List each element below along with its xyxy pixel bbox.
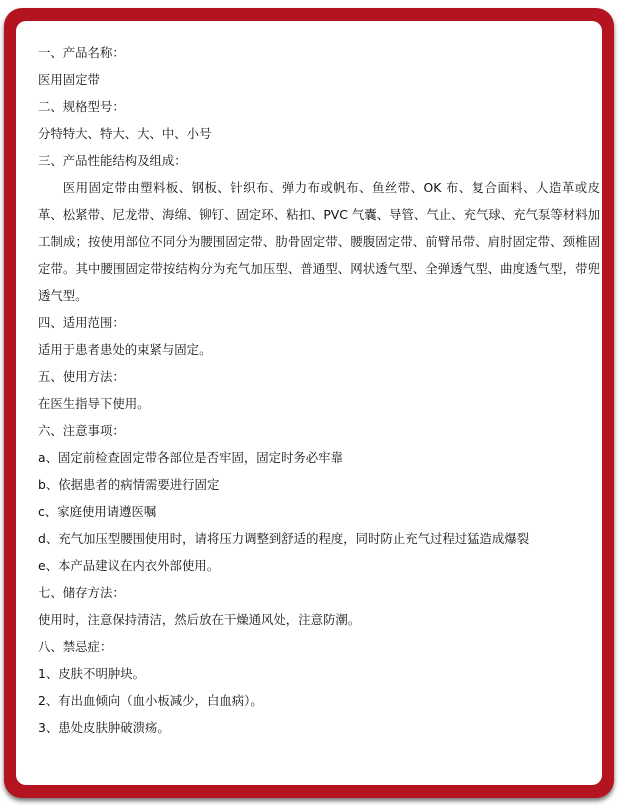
structure-paragraph: 医用固定带由塑料板、钢板、针织布、弹力布或帆布、鱼丝带、OK 布、复合面料、人造革或皮革、松紧带、尼龙带、海绵、铆钉、固定环、粘扣、PVC 气囊、导管、气止、充气球、充气泵等材料加工制成；按使用部位不同分为腰围固定带、肋骨固定带、腰腹固定带、前臂吊带、肩肘固定带、颈椎固定带。其中腰围固定带按结构分为充气加压型、普通型、网状透气型、全弹透气型、曲度透气型，带兜透气型。	[38, 180, 600, 303]
heading-spec: 二、规格型号：	[38, 99, 125, 114]
document-content	[38, 39, 600, 741]
note-item-e: e、本产品建议在内衣外部使用。	[38, 558, 220, 573]
note-item-a: a、固定前检查固定带各部位是否牢固，固定时务必牢靠	[38, 450, 343, 465]
contraindication-item-3: 3、患处皮肤肿破溃疡。	[38, 720, 170, 735]
spec-value: 分特特大、特大、大、中、小号	[38, 126, 212, 141]
heading-product-name: 一、产品名称：	[38, 45, 125, 60]
heading-structure: 三、产品性能结构及组成：	[38, 153, 187, 168]
usage-value: 在医生指导下使用。	[38, 396, 150, 411]
heading-notes: 六、注意事项：	[38, 423, 125, 438]
document-panel	[16, 21, 602, 785]
heading-usage: 五、使用方法：	[38, 369, 125, 384]
contraindication-item-1: 1、皮肤不明肿块。	[38, 666, 146, 681]
document-frame	[4, 8, 614, 798]
note-item-c: c、家庭使用请遵医嘱	[38, 504, 157, 519]
scope-value: 适用于患者患处的束紧与固定。	[38, 342, 212, 357]
heading-scope: 四、适用范围：	[38, 315, 125, 330]
note-item-b: b、依据患者的病情需要进行固定	[38, 477, 220, 492]
heading-contraindications: 八、禁忌症：	[38, 639, 113, 654]
product-name-value: 医用固定带	[38, 72, 100, 87]
heading-storage: 七、储存方法：	[38, 585, 125, 600]
note-item-d: d、充气加压型腰围使用时，请将压力调整到舒适的程度，同时防止充气过程过猛造成爆裂	[38, 531, 530, 546]
contraindication-item-2: 2、有出血倾向（血小板减少，白血病）。	[38, 693, 263, 708]
storage-value: 使用时，注意保持清洁，然后放在干燥通风处，注意防潮。	[38, 612, 361, 627]
